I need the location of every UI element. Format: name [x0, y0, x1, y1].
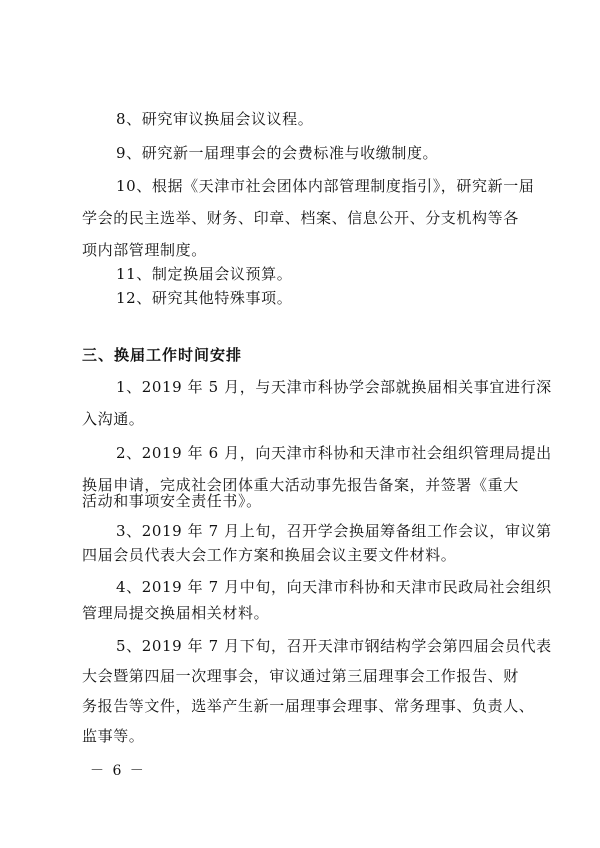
schedule-item-2-line-1: 2、2019 年 6 月，向天津市科协和天津市社会组织管理局提出: [116, 444, 552, 462]
page-number: － 6 －: [90, 763, 146, 779]
list-item-10-line-3: 项内部管理制度。: [82, 241, 207, 259]
schedule-item-2-line-3: 活动和事项安全责任书》。: [82, 492, 262, 510]
list-item-10-line-2: 学会的民主选举、财务、印章、档案、信息公开、分支机构等各: [82, 209, 519, 227]
schedule-item-5-line-3: 务报告等文件，选举产生新一届理事会理事、常务理事、负责人、: [82, 697, 535, 715]
list-item-8-line-1: 8、研究审议换届会议议程。: [116, 110, 314, 128]
schedule-item-3-line-2: 四届会员代表大会工作方案和换届会议主要文件材料。: [82, 546, 457, 564]
schedule-item-3-line-1: 3、2019 年 7 月上旬，召开学会换届筹备组工作会议，审议第: [116, 522, 552, 540]
schedule-item-4-line-2: 管理局提交换届相关材料。: [82, 604, 270, 622]
schedule-item-2-line-2: 换届申请，完成社会团体重大活动事先报告备案，并签署《重大: [82, 476, 519, 494]
schedule-item-1-line-2: 入沟通。: [82, 410, 145, 428]
schedule-item-5-line-4: 监事等。: [82, 727, 145, 745]
list-item-12-line-1: 12、研究其他特殊事项。: [116, 289, 293, 307]
list-item-9-line-1: 9、研究新一届理事会的会费标准与收缴制度。: [116, 144, 439, 162]
schedule-item-1-line-1: 1、2019 年 5 月，与天津市科协学会部就换届相关事宜进行深: [116, 378, 552, 396]
section-heading: 三、换届工作时间安排: [82, 346, 243, 364]
list-item-11-line-1: 11、制定换届会议预算。: [116, 265, 293, 283]
list-item-10-line-1: 10、根据《天津市社会团体内部管理制度指引》，研究新一届: [116, 177, 535, 195]
schedule-item-5-line-2: 大会暨第四届一次理事会，审议通过第三届理事会工作报告、财: [82, 667, 519, 685]
schedule-item-4-line-1: 4、2019 年 7 月中旬，向天津市科协和天津市民政局社会组织: [116, 578, 552, 596]
schedule-item-5-line-1: 5、2019 年 7 月下旬，召开天津市钢结构学会第四届会员代表: [116, 637, 552, 655]
